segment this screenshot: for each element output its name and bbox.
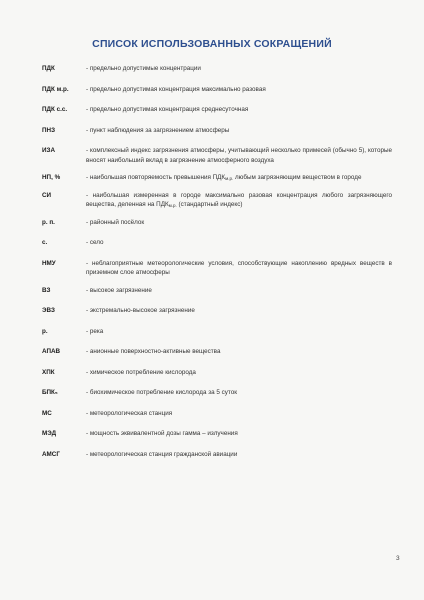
list-item [42,368,392,378]
abbreviation: ПНЗ [42,126,56,134]
definition: - предельно допустимая концентрация максимально разовая [86,85,266,93]
list-item [42,173,392,183]
definition-text: - наибольшая измеренная в городе максимально разовая концентрация любого загрязняющего вещества, деленная на ПДК [86,191,392,208]
list-item [42,64,392,74]
definition: - неблагоприятные метеорологические условия, способствующие накоплению вредных веществ в приземном слое атмосферы [86,259,392,276]
abbreviation: ПДК с.с. [42,106,68,113]
definition: - комплексный индекс загрязнения атмосферы, учитывающий несколько примесей (обычно 5), которые вносят наибольший вклад в загрязнение атмосферного воздуха [86,147,392,164]
abbreviation: МЭД [42,430,57,437]
page-title: СПИСОК ИСПОЛЬЗОВАННЫХ СОКРАЩЕНИЙ [92,38,332,50]
definition: - анионные поверхностно-активные вещества [86,348,221,355]
definition-text: - наибольшая повторяемость превышения ПДК [86,174,226,181]
abbreviation: ХПК [42,368,55,376]
definition: - химическое потребление кислорода [86,368,196,376]
definition: - река [86,327,104,335]
definition: - биохимическое потребление кислорода за 5 суток [86,389,237,396]
abbreviation: НМУ [42,259,56,267]
definition-subscript: м.р. [168,203,177,208]
definition-text: (стандартный индекс) [176,201,243,208]
definition-subscript: м.р. [225,176,234,181]
abbreviation: р. п. [42,218,55,226]
definition: - метеорологическая станция гражданской авиации [86,450,238,458]
abbreviation: ИЗА [42,147,56,154]
abbreviation: БПК₅ [42,389,58,396]
abbreviation: МС [42,409,52,417]
definition [86,191,392,210]
list-item [42,286,392,296]
abbreviation-list [42,64,392,459]
list-item [42,146,392,165]
definition: - высокое загрязнение [86,286,152,294]
list-item [42,126,392,136]
definition: - предельно допустимые концентрации [86,65,201,72]
abbreviation: р. [42,327,48,335]
definition-text: любым загрязняющим веществом в городе [233,174,362,181]
list-item [42,259,392,278]
definition: - районный посёлок [86,218,145,226]
list-item [42,450,392,460]
definition: - село [86,239,104,246]
abbreviation: АМСГ [42,450,60,458]
abbreviation: СИ [42,191,52,199]
list-item [42,105,392,115]
abbreviation: ЭВЗ [42,307,55,314]
page-number: 3 [396,555,400,562]
abbreviation: АПАВ [42,348,61,355]
list-item [42,85,392,95]
abbreviation: ПДК м.р. [42,85,69,93]
list-item [42,409,392,419]
definition: - экстремально-высокое загрязнение [86,307,195,314]
list-item [42,238,392,248]
definition: - предельно допустимая концентрация среднесуточная [86,106,249,113]
definition: - мощность эквивалентной дозы гамма – излучения [86,430,238,437]
abbreviation: НП, % [42,174,61,181]
definition: - пункт наблюдения за загрязнением атмосферы [86,126,230,134]
abbreviation: с. [42,239,48,246]
list-item [42,347,392,357]
definition [86,173,392,183]
list-item [42,388,392,398]
list-item [42,191,392,210]
list-item [42,306,392,316]
list-item [42,218,392,228]
definition: - метеорологическая станция [86,409,173,417]
abbreviation: ПДК [42,65,55,72]
list-item [42,429,392,439]
abbreviation: ВЗ [42,286,51,294]
list-item [42,327,392,337]
